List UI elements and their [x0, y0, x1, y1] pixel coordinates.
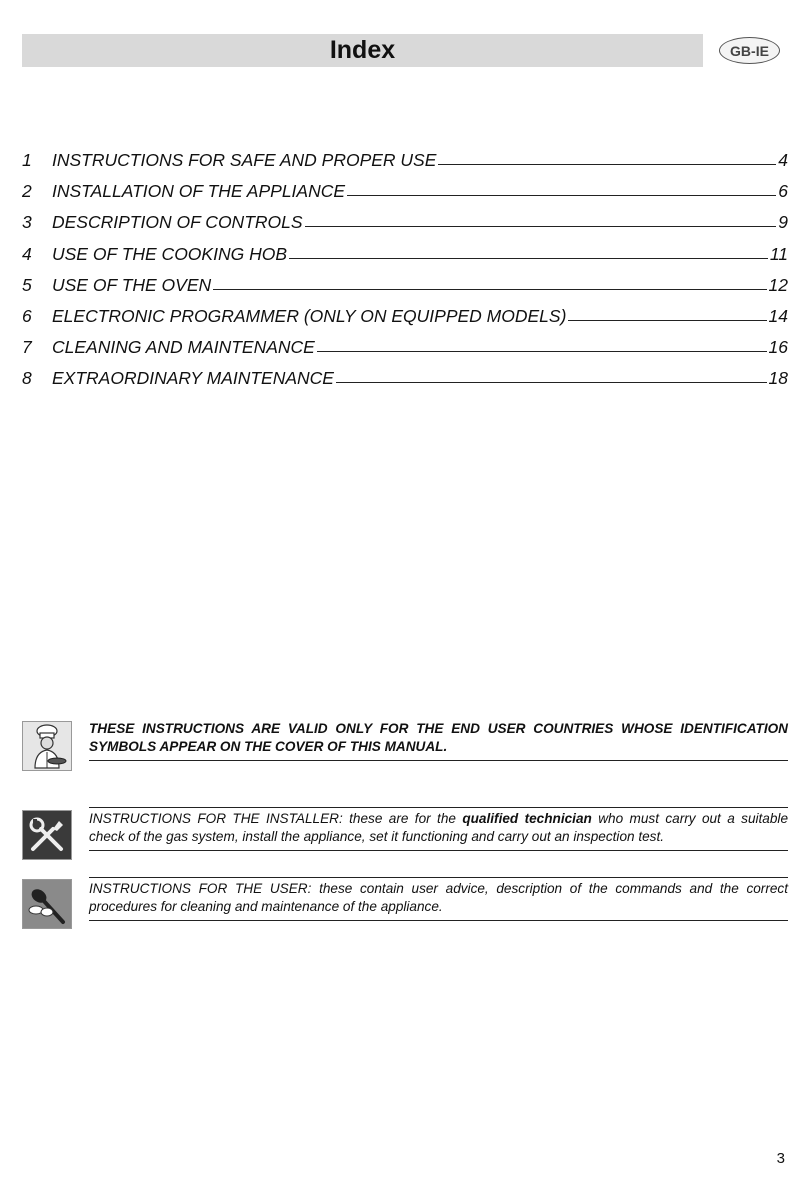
- toc-entry-page: 12: [768, 274, 788, 295]
- toc-entry-leader: [317, 351, 767, 352]
- toc-entry[interactable]: [22, 181, 788, 212]
- toc-entry[interactable]: [22, 275, 788, 306]
- toc-entry-title: USE OF THE COOKING HOB: [52, 243, 287, 264]
- user-note-text: [89, 877, 788, 921]
- toc-entry-page: 14: [768, 305, 788, 326]
- toc-entry-number: 6: [22, 305, 32, 326]
- toc-entry-number: 3: [22, 212, 32, 233]
- toc-entry-page: 11: [769, 243, 788, 264]
- toc-entry-title: EXTRAORDINARY MAINTENANCE: [52, 368, 334, 389]
- installer-note-rest: who must carry out a suitable check of the gas system, install the appliance, set it functioning and carry out an inspection test.: [89, 811, 789, 844]
- page-title: Index: [329, 36, 396, 64]
- toc-entry[interactable]: [22, 212, 788, 243]
- toc-entry-leader: [305, 226, 777, 227]
- toc-entry-page: 18: [768, 368, 788, 389]
- toc-entry-leader: [289, 258, 768, 259]
- user-note-body: INSTRUCTIONS FOR THE USER: these contain user advice, description of the commands and the correct procedures for cleaning and maintenance of the appliance.: [89, 881, 788, 914]
- chef-icon: [22, 721, 72, 771]
- toc-entry-number: 2: [22, 181, 32, 202]
- spoon-icon: [22, 879, 72, 929]
- installer-note-intro: INSTRUCTIONS FOR THE INSTALLER: these are for the: [89, 811, 463, 826]
- toc-entry-number: 4: [22, 243, 32, 264]
- toc-entry-page: 4: [778, 150, 788, 170]
- toc-entry-title: USE OF THE OVEN: [52, 274, 212, 295]
- toc-entry[interactable]: [22, 306, 788, 337]
- toc-entry-title: ELECTRONIC PROGRAMMER (ONLY ON EQUIPPED MODELS): [52, 305, 567, 326]
- toc-entry-number: 7: [22, 337, 32, 358]
- language-badge: GB-IE: [719, 37, 780, 64]
- toc-entry-leader: [347, 195, 776, 196]
- toc-entry-leader: [213, 289, 766, 290]
- toc-entry-number: 1: [22, 150, 32, 170]
- tools-icon: [22, 810, 72, 860]
- toc-entry-leader: [438, 164, 776, 165]
- toc-entry-leader: [568, 320, 766, 321]
- end-user-note-body: THESE INSTRUCTIONS ARE VALID ONLY FOR THE END USER COUNTRIES WHOSE IDENTIFICATION SYMBOLS APPEAR ON THE COVER OF THIS MANUAL.: [89, 721, 788, 754]
- toc-entry[interactable]: [22, 368, 788, 399]
- toc-entry-title: INSTALLATION OF THE APPLIANCE: [52, 181, 346, 202]
- table-of-contents: [22, 150, 788, 400]
- toc-entry-number: 8: [22, 368, 32, 389]
- toc-entry[interactable]: [22, 337, 788, 368]
- toc-entry-title: INSTRUCTIONS FOR SAFE AND PROPER USE: [52, 150, 437, 170]
- toc-entry-title: DESCRIPTION OF CONTROLS: [52, 212, 303, 233]
- toc-entry[interactable]: [22, 150, 788, 181]
- toc-entry-title: CLEANING AND MAINTENANCE: [52, 337, 315, 358]
- toc-entry-page: 6: [778, 181, 788, 202]
- installer-note-emphasis: qualified technician: [462, 811, 592, 826]
- header-bar: [22, 34, 703, 67]
- toc-entry-number: 5: [22, 274, 32, 295]
- toc-entry-page: 9: [778, 212, 788, 233]
- toc-entry-leader: [336, 382, 767, 383]
- end-user-note-text: [89, 718, 788, 761]
- installer-note-text: [89, 807, 788, 851]
- toc-entry-page: 16: [768, 337, 788, 358]
- page-number: 3: [776, 1150, 785, 1167]
- toc-entry[interactable]: [22, 244, 788, 275]
